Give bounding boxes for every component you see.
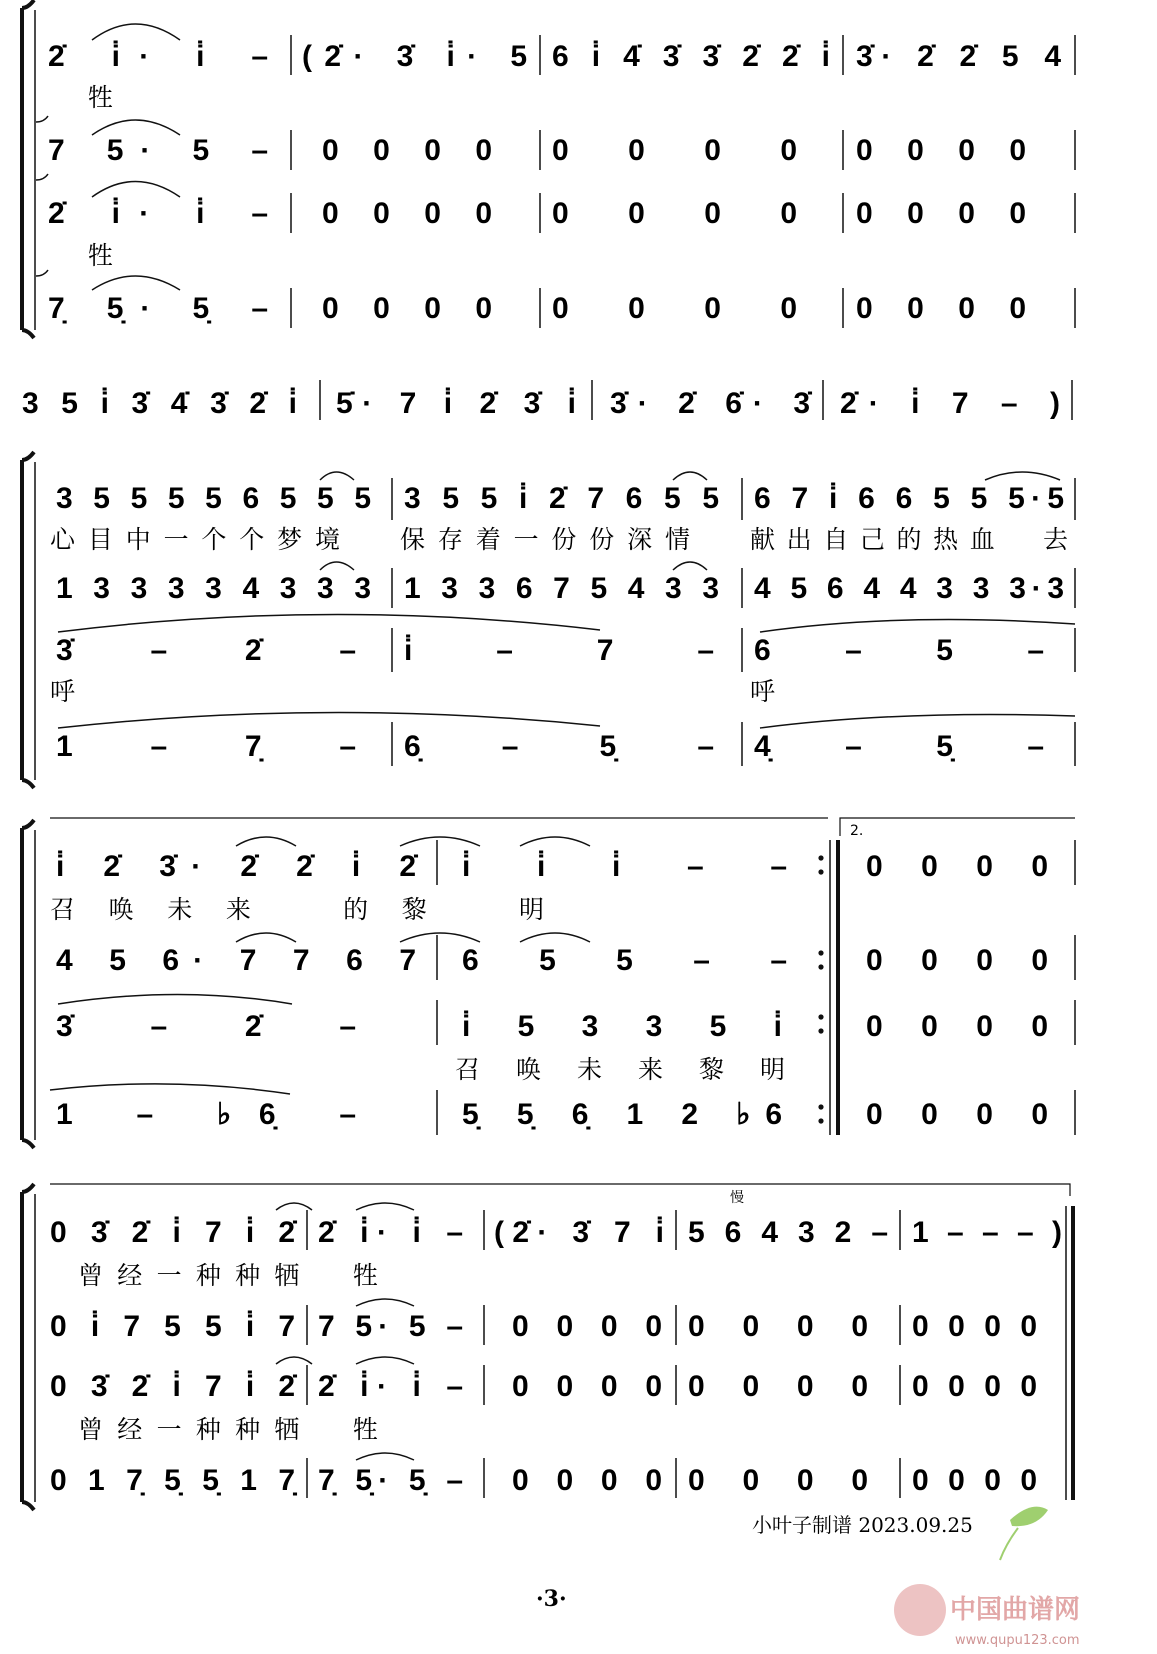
staff-4-bass	[56, 712, 1075, 763]
measure-text: 3̇· 2̇ 2̇ 5 4	[856, 40, 1061, 73]
measure-text: 4̣ – 5̣ –	[754, 730, 1044, 763]
lyric: 曾经一种种牺 牲	[78, 1415, 378, 1444]
lyric: 保存着一份份深情	[400, 525, 690, 554]
staff-3-tenor	[48, 182, 1026, 271]
measure-text: 0 0 0 0	[912, 1370, 1037, 1403]
slur	[92, 120, 180, 135]
volta-label: 2.	[850, 823, 864, 839]
measure-text: 2̇ i̇· i̇ –	[48, 40, 268, 73]
staff-4-bass	[50, 1453, 1037, 1497]
credit-text: 小叶子制谱 2023.09.25	[752, 1513, 973, 1537]
lyric: 召唤未来黎明	[455, 1055, 785, 1084]
measure-text: 0 0 0 0	[866, 1010, 1048, 1043]
staff-2-alto	[48, 120, 1026, 167]
system-bracket	[22, 0, 34, 338]
measure-text: 0 0 0 0	[866, 850, 1048, 883]
system-3	[22, 818, 1075, 1148]
measure-text: 2̇ i̇· i̇ –	[48, 197, 268, 230]
system-bracket	[22, 1184, 34, 1510]
slur	[276, 1203, 312, 1210]
staff-1-soprano	[50, 472, 1068, 554]
measure-text: i̇ i̇ i̇ – –	[462, 850, 787, 883]
measure-text: 0 0 0 0	[688, 1370, 868, 1403]
slur	[276, 1357, 312, 1364]
measure-text: 3̇ – 2̇ –	[56, 1010, 356, 1043]
system-2	[22, 452, 1075, 788]
measure-text: 5̣ 5̣ 6̣ 1 2 ♭6	[462, 1098, 782, 1131]
slur	[92, 182, 180, 198]
lyric: 心目中一个个梦境	[50, 525, 340, 554]
measure-text: i̇ 2̇ 3̇· 2̇ 2̇ i̇ 2̇	[56, 850, 416, 883]
measure-text: 0 0 0 0	[512, 1370, 662, 1403]
slur	[92, 24, 180, 40]
repeat-barline	[818, 840, 838, 1135]
slur	[92, 276, 180, 290]
measure-text: 0 1 7̣ 5̣ 5̣ 1 7̣	[50, 1464, 295, 1497]
lyric: 召唤未来 的黎 明	[50, 895, 544, 924]
measure-text: 0 0 0 0	[688, 1310, 868, 1343]
measure-text: 3 5 i̇ 3̇ 4̇ 3̇ 2̇ i̇	[22, 387, 297, 420]
slur	[400, 933, 480, 942]
measure-text: 7 5· 5 –	[318, 1310, 463, 1343]
slur	[58, 712, 600, 728]
measure-text: 0 0 0 0	[552, 134, 797, 167]
measure-text: 3 5 5 i̇ 2̇ 7 6 5 5	[404, 482, 719, 515]
measure-text: 0 0 0 0	[512, 1464, 662, 1497]
measure-text: 5̇· 7 i̇ 2̇ 3̇ i̇	[336, 387, 576, 420]
staff-1-soprano	[50, 837, 1048, 924]
staff-3-tenor	[56, 995, 1048, 1085]
measure-text: 3̇ – 2̇ –	[56, 634, 356, 667]
watermark-url: www.qupu123.com	[955, 1633, 1080, 1648]
staff-1-soprano	[48, 24, 1061, 112]
measure-text: 0 0 0 0	[512, 1310, 662, 1343]
measure-text: (2̇· 3̇ i̇· 5	[302, 40, 527, 73]
measure-text: 6 5 5 – –	[462, 944, 787, 977]
measure-text: 1 3 3 6 7 5 4 3 3	[404, 572, 719, 605]
final-barline	[1066, 1206, 1073, 1500]
slur	[673, 562, 707, 570]
staff-3-tenor	[50, 1357, 1037, 1444]
measure-text: 0 i̇ 7 5 5 i̇ 7	[50, 1310, 295, 1343]
slur	[356, 1357, 414, 1364]
bracket-inner	[36, 116, 48, 276]
staff-2-alto	[56, 933, 1048, 977]
volta-bracket	[840, 818, 1075, 836]
staff-1-soprano	[50, 1203, 1062, 1290]
slur	[320, 472, 354, 480]
lyric: 牲	[88, 241, 114, 270]
interlude-line	[22, 380, 1072, 420]
measure-text: 0 0 0 0	[912, 1310, 1037, 1343]
measure-text: 0 0 0 0	[552, 292, 797, 325]
measure-text: 1 – 7̣ –	[56, 730, 356, 763]
measure-text: 2̇· i̇ 7 – )	[840, 387, 1060, 420]
measure-text: 7 5· 5 –	[48, 134, 268, 167]
staff-2-alto	[50, 1299, 1037, 1343]
measure-text: 0 0 0 0	[688, 1464, 868, 1497]
slur	[673, 472, 707, 480]
watermark-text: 中国曲谱网	[950, 1595, 1081, 1625]
slur	[520, 933, 590, 942]
measure-text: 7̣ 5̣· 5̣ –	[48, 292, 268, 325]
slur	[236, 933, 296, 942]
measure-text: i̇ 5 3 3 5 i̇	[462, 1010, 782, 1043]
lyric: 呼	[50, 677, 76, 706]
slur	[236, 837, 296, 846]
measure-text: 2̇ i̇· i̇ –	[318, 1216, 463, 1249]
measure-text: 5 6 4 3 2 –	[688, 1216, 888, 1249]
measure-text: 6 – 5 –	[754, 634, 1044, 667]
measure-text: 0 0 0 0	[322, 134, 492, 167]
measure-text: 0 0 0 0	[912, 1464, 1037, 1497]
measure-text: 0 0 0 0	[552, 197, 797, 230]
lyric: 呼	[750, 677, 776, 706]
slur	[356, 1299, 414, 1306]
system-bracket	[22, 452, 34, 788]
staff-3-tenor	[50, 614, 1075, 706]
lyric: 曾经一种种牺 牲	[78, 1261, 378, 1290]
tempo-mark: 慢	[730, 1190, 744, 1206]
slur	[58, 614, 600, 632]
slur	[320, 562, 354, 570]
lyric: 献出自己的热血 去	[750, 525, 1068, 554]
staff-4-bass	[50, 1084, 1048, 1131]
slur	[520, 837, 590, 846]
measure-text: 3 5 5 5 5 6 5 5 5	[56, 482, 371, 515]
page-number: ·3·	[536, 1586, 567, 1612]
leaf-icon	[1010, 1507, 1048, 1527]
measure-text: 0 0 0 0	[322, 292, 492, 325]
tempo-line	[50, 1184, 1070, 1196]
system-1	[22, 0, 1075, 338]
system-4	[22, 1184, 1073, 1510]
measure-text: 0 0 0 0	[866, 1098, 1048, 1131]
slur	[760, 715, 1075, 729]
measure-text: 1 – – – )	[912, 1216, 1062, 1249]
measure-text: 6 7 i̇ 6 6 5 5 5·5	[754, 482, 1064, 515]
measure-text: 0 0 0 0	[866, 944, 1048, 977]
measure-text: 1 – ♭6̣ –	[56, 1098, 356, 1131]
measure-text: 2̇ i̇· i̇ –	[318, 1370, 463, 1403]
measure-text: (2̇· 3̇ 7 i̇	[494, 1216, 664, 1249]
measure-text: 3̇· 2̇ 6̇· 3̇	[610, 387, 810, 420]
measure-text: 0 0 0 0	[856, 134, 1026, 167]
measure-text: 0 0 0 0	[322, 197, 492, 230]
measure-text: 4 5 6 4 4 3 3 3·3	[754, 572, 1064, 605]
staff-2-alto	[56, 562, 1064, 605]
measure-text: 4 5 6· 7 7 6 7	[56, 944, 416, 977]
slur	[356, 1453, 414, 1460]
staff-4-bass	[48, 276, 1026, 325]
logo-circle-icon	[894, 1584, 946, 1636]
measure-text: 1 3 3 3 3 4 3 3 3	[56, 572, 371, 605]
slur	[50, 1084, 290, 1094]
measure-text: i̇ – 7 –	[404, 634, 714, 667]
slur	[985, 472, 1060, 480]
measure-text: 6̣ – 5̣ –	[404, 730, 714, 763]
lyric: 牲	[88, 83, 114, 112]
system-bracket	[22, 820, 34, 1148]
measure-text: 0 0 0 0	[856, 292, 1026, 325]
slur	[400, 837, 480, 846]
measure-text: 7̣ 5̣· 5̣ –	[318, 1464, 463, 1497]
slur	[760, 620, 1075, 633]
footer	[536, 1507, 1080, 1648]
measure-text: 0 3̇ 2̇ i̇ 7 i̇ 2̇	[50, 1370, 295, 1403]
measure-text: 0 3̇ 2̇ i̇ 7 i̇ 2̇	[50, 1216, 295, 1249]
slur	[356, 1203, 414, 1210]
slur	[58, 995, 292, 1005]
measure-text: 0 0 0 0	[856, 197, 1026, 230]
measure-text: 6 i̇ 4̇ 3̇ 3̇ 2̇ 2̇ i̇	[552, 40, 830, 73]
